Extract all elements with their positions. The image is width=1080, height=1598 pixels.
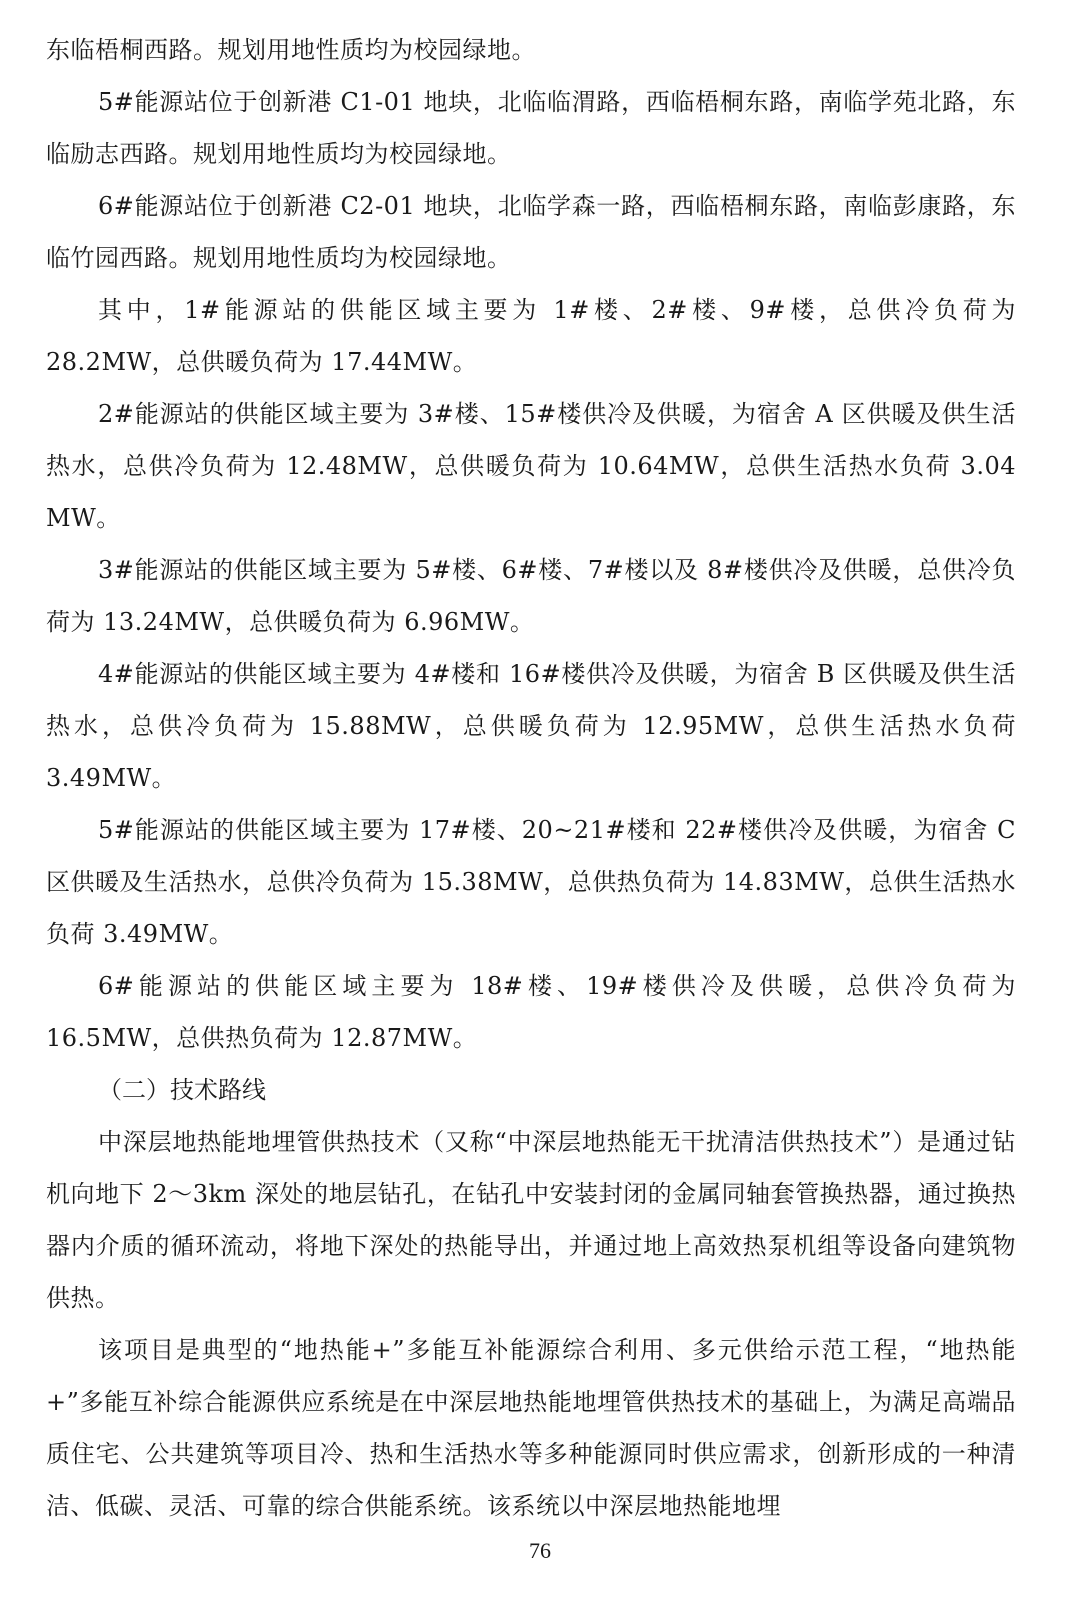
paragraph-10: 该项目是典型的“地热能+”多能互补能源综合利用、多元供给示范工程，“地热能+”多能互补综合能源供应系统是在中深层地热能地埋管供热技术的基础上，为满足高端品质住宅、公共建筑等项目冷、热和生活热水等多种能源同时供应需求，创新形成的一种清洁、低碳、灵活、可靠的综合供能系统。该系统以中深层地热能地埋 [46,1336,1016,1520]
paragraph-5: 3#能源站的供能区域主要为 5#楼、6#楼、7#楼以及 8#楼供冷及供暖，总供冷负荷为 13.24MW，总供暖负荷为 6.96MW。 [46,556,1016,636]
paragraph-4: 2#能源站的供能区域主要为 3#楼、15#楼供冷及供暖，为宿舍 A 区供暖及供生活热水，总供冷负荷为 12.48MW，总供暖负荷为 10.64MW，总供生活热水负荷 3.04 MW。 [46,400,1016,532]
body-text [46,24,1016,1532]
section-heading: （二）技术路线 [98,1076,266,1104]
paragraph-2: 6#能源站位于创新港 C2-01 地块，北临学森一路，西临梧桐东路，南临彭康路，东临竹园西路。规划用地性质均为校园绿地。 [46,192,1016,272]
paragraph-0: 东临梧桐西路。规划用地性质均为校园绿地。 [46,36,536,64]
paragraph-9: 中深层地热能地埋管供热技术（又称“中深层地热能无干扰清洁供热技术”）是通过钻机向地下 2～3km 深处的地层钻孔，在钻孔中安装封闭的金属同轴套管换热器，通过换热器内介质的循环流动，将地下深处的热能导出，并通过地上高效热泵机组等设备向建筑物供热。 [46,1128,1016,1312]
paragraph-8: 6#能源站的供能区域主要为 18#楼、19#楼供冷及供暖，总供冷负荷为 16.5MW，总供热负荷为 12.87MW。 [46,972,1016,1052]
paragraph-6: 4#能源站的供能区域主要为 4#楼和 16#楼供冷及供暖，为宿舍 B 区供暖及供生活热水，总供冷负荷为 15.88MW，总供暖负荷为 12.95MW，总供生活热水负荷 3.49MW。 [46,660,1016,792]
paragraph-1: 5#能源站位于创新港 C1-01 地块，北临临渭路，西临梧桐东路，南临学苑北路，东临励志西路。规划用地性质均为校园绿地。 [46,88,1016,168]
paragraph-7: 5#能源站的供能区域主要为 17#楼、20~21#楼和 22#楼供冷及供暖，为宿舍 C 区供暖及生活热水，总供冷负荷为 15.38MW，总供热负荷为 14.83MW，总供生活热水负荷 3.49MW。 [46,816,1016,948]
page-number: 76 [529,1538,551,1563]
paragraph-3: 其中，1#能源站的供能区域主要为 1#楼、2#楼、9#楼，总供冷负荷为 28.2MW，总供暖负荷为 17.44MW。 [46,296,1016,376]
